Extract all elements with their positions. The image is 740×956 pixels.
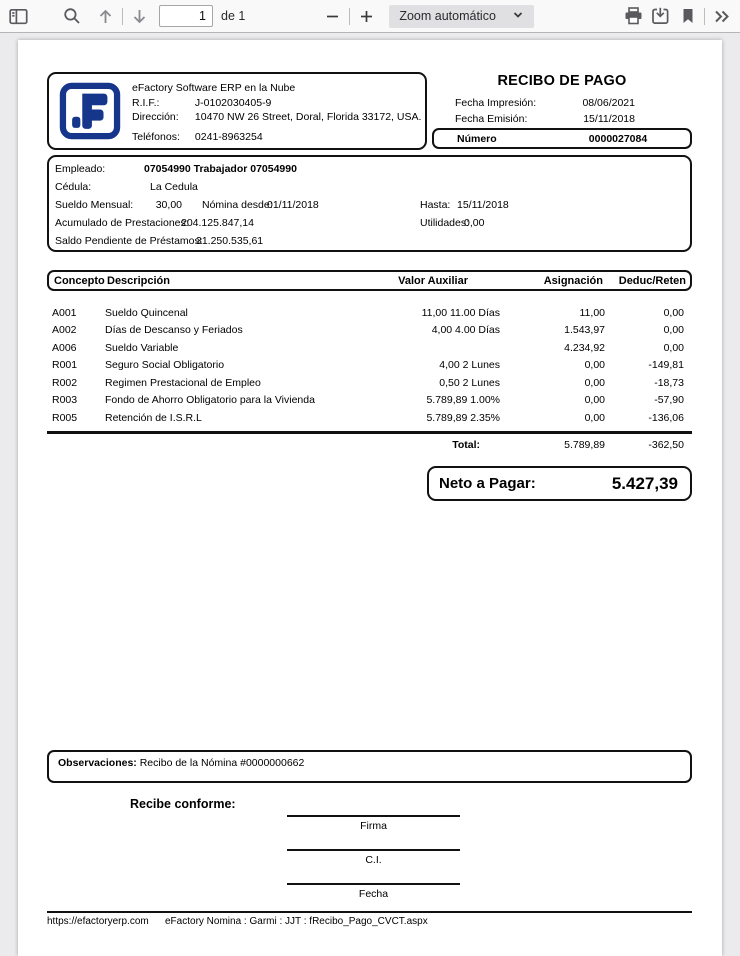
cell-asignacion: 4.234,92 [564,341,605,354]
printer-icon [624,7,643,25]
pdf-toolbar [0,0,740,33]
arrow-up-icon [97,8,114,25]
download-icon [651,7,670,25]
until-label: Hasta: [420,199,451,211]
toggle-sidebar-button[interactable] [5,3,32,29]
cell-concepto: A002 [52,324,77,337]
until-value: 15/11/2018 [457,199,509,211]
cell-concepto: A001 [52,306,77,319]
cell-valor-auxiliar: 5.789,89 1.00% [426,394,500,407]
current-view-button[interactable] [674,3,701,29]
rif-value: J-0102030405-9 [194,97,272,109]
print-date-label: Fecha Impresión: [455,97,537,109]
cell-concepto: A006 [52,341,77,354]
cell-concepto: R001 [52,359,78,372]
zoom-out-button[interactable] [319,3,346,29]
cell-concepto: R003 [52,394,78,407]
benefits-value: 204.125.847,14 [181,217,254,229]
concepts-table-body [47,304,692,427]
total-asignacion: 5.789,89 [564,439,605,451]
next-page-button[interactable] [126,3,153,29]
cell-descripcion: Retención de I.S.R.L [105,411,202,424]
cell-descripcion: Sueldo Variable [105,341,179,354]
footer-info: eFactory Nomina : Garmi : JJT : fRecibo_Pago_CVCT.aspx [165,916,428,927]
previous-page-button[interactable] [92,3,119,29]
pdf-page [18,40,722,956]
employee-info-box [47,155,692,252]
print-button[interactable] [620,3,647,29]
table-row [47,304,692,322]
page-count-label: de 1 [221,9,246,23]
column-header-descripcion: Descripción [107,274,170,287]
net-pay-value: 5.427,39 [611,473,678,493]
cell-asignacion: 0,00 [584,376,605,389]
table-row [47,339,692,357]
column-header-valor-auxiliar: Valor Auxiliar [398,274,468,287]
column-header-deduc-reten: Deduc/Reten [618,274,686,287]
save-button[interactable] [647,3,674,29]
observations-label: Observaciones: [58,757,137,769]
total-deduccion: -362,50 [648,439,684,451]
cedula-value: La Cedula [150,181,198,193]
table-row [47,357,692,375]
cell-asignacion: 1.543,97 [564,324,605,337]
utilities-value: 0,00 [464,217,485,229]
total-row [47,438,692,452]
emission-date-value: 15/11/2018 [583,113,635,125]
cedula-label: Cédula: [55,181,92,193]
cell-deduc-reten: -18,73 [654,376,684,389]
cell-descripcion: Fondo de Ahorro Obligatorio para la Vivienda [105,394,315,407]
table-row [47,409,692,427]
table-row [47,392,692,410]
toolbar-divider [349,8,350,25]
cell-deduc-reten: 0,00 [663,341,684,354]
cell-deduc-reten: -149,81 [648,359,684,372]
observations-text: Recibo de la Nómina #0000000662 [139,757,305,769]
receive-conform-label: Recibe conforme: [130,797,236,811]
receipt-title: RECIBO DE PAGO [497,73,627,89]
loans-label: Saldo Pendiente de Préstamos: [55,235,203,247]
cell-asignacion: 11,00 [579,306,605,319]
net-pay-label: Neto a Pagar: [439,475,536,492]
cell-valor-auxiliar: 5.789,89 2.35% [426,411,500,424]
address-label: Dirección: [132,111,179,123]
cell-concepto: R005 [52,411,78,424]
rif-label: R.I.F.: [132,97,160,109]
number-value: 0000027084 [588,133,648,145]
cell-deduc-reten: -136,06 [648,411,684,424]
phones-label: Teléfonos: [132,131,180,143]
more-tools-button[interactable] [708,3,735,29]
cell-valor-auxiliar: 4,00 4.00 Días [431,324,500,337]
cell-descripcion: Días de Descanso y Feriados [105,324,243,337]
plus-icon [359,9,374,24]
signature-block [287,815,460,917]
cell-deduc-reten: 0,00 [663,306,684,319]
concepts-table-header [47,270,692,291]
payroll-from-label: Nómina desde: [202,199,273,211]
employee-label: Empleado: [55,163,106,175]
search-icon [63,7,81,25]
salary-label: Sueldo Mensual: [55,199,134,211]
cell-deduc-reten: -57,90 [654,394,684,407]
receipt-number-box [432,128,692,149]
footer-rule [47,911,692,913]
table-row [47,374,692,392]
toolbar-divider [704,8,705,25]
efactory-logo-icon [59,82,121,143]
net-pay-box [427,466,692,501]
zoom-in-button[interactable] [353,3,380,29]
utilities-label: Utilidades: [420,217,470,229]
column-header-concepto: Concepto [54,274,105,287]
emission-date-label: Fecha Emisión: [455,113,528,125]
cell-concepto: R002 [52,376,78,389]
chevron-down-icon [512,9,524,24]
sidebar-toggle-icon [9,8,28,25]
cell-valor-auxiliar: 4,00 2 Lunes [439,359,500,372]
page-footer [47,916,692,927]
bookmark-icon [681,8,695,24]
cell-descripcion: Seguro Social Obligatorio [105,359,225,372]
payroll-from-value: 01/11/2018 [267,199,319,211]
company-header-box [47,72,427,150]
number-label: Número [457,133,497,145]
signature-line-fecha: Fecha [287,883,460,917]
print-date-value: 08/06/2021 [582,97,635,109]
search-button[interactable] [58,3,85,29]
zoom-mode-label: Zoom automático [399,9,496,23]
cell-valor-auxiliar: 11,00 11.00 Días [421,306,500,319]
pdf-viewer-area[interactable] [0,33,740,956]
minus-icon [325,9,340,24]
observations-box [47,750,692,783]
table-row [47,322,692,340]
arrow-down-icon [131,8,148,25]
cell-descripcion: Sueldo Quincenal [105,306,188,319]
signature-line-firma: Firma [287,815,460,849]
company-name: eFactory Software ERP en la Nube [132,82,296,94]
total-divider-rule [47,431,692,434]
total-label: Total: [452,439,480,451]
cell-valor-auxiliar: 0,50 2 Lunes [439,376,500,389]
cell-asignacion: 0,00 [584,394,605,407]
cell-asignacion: 0,00 [584,359,605,372]
salary-value: 30,00 [155,199,182,211]
cell-deduc-reten: 0,00 [663,324,684,337]
address-value: 10470 NW 26 Street, Doral, Florida 33172, USA. [194,111,422,123]
zoom-mode-select[interactable] [389,5,534,28]
cell-asignacion: 0,00 [584,411,605,424]
footer-url: https://efactoryerp.com [47,916,149,927]
toolbar-divider [122,8,123,25]
employee-value: 07054990 Trabajador 07054990 [144,163,297,175]
column-header-asignacion: Asignación [543,274,603,287]
cell-descripcion: Regimen Prestacional de Empleo [105,376,261,389]
page-number-input[interactable] [159,5,213,27]
double-chevron-right-icon [713,9,730,24]
benefits-label: Acumulado de Prestaciones: [55,217,189,229]
signature-line-ci: C.I. [287,849,460,883]
phones-value: 0241-8963254 [194,131,263,143]
loans-value: 31.250.535,61 [196,235,264,247]
